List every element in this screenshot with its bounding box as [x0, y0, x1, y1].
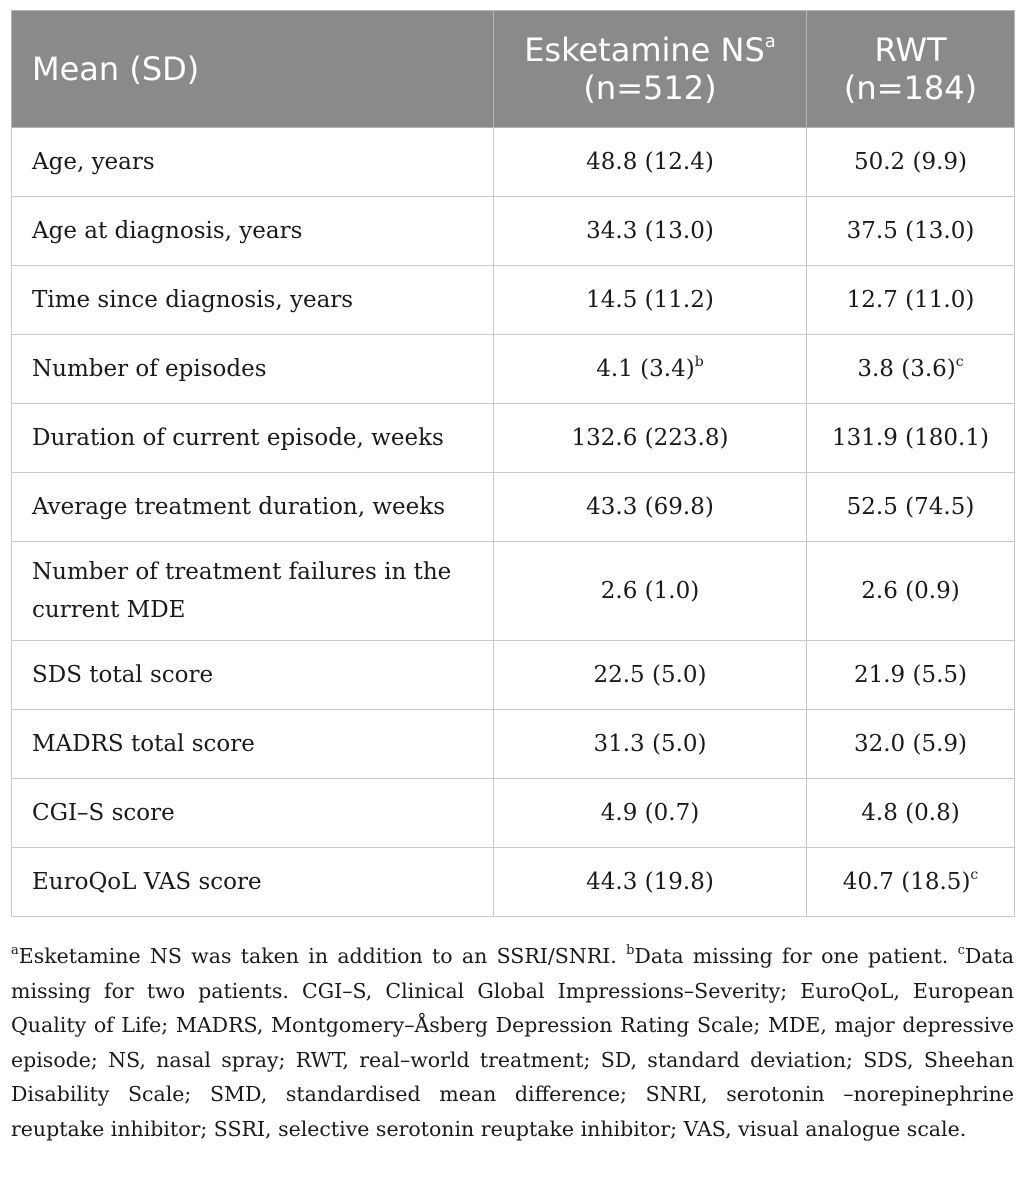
rwt-value-text: 37.5 (13.0)	[846, 218, 975, 244]
esketamine-value	[494, 335, 807, 404]
esketamine-value	[494, 197, 807, 266]
row-label-line2: current MDE	[32, 597, 186, 623]
rwt-value	[807, 128, 1015, 197]
row-label	[12, 542, 494, 641]
esketamine-value	[494, 641, 807, 710]
esketamine-value	[494, 473, 807, 542]
rwt-value-text: 50.2 (9.9)	[853, 149, 968, 175]
rwt-value	[807, 641, 1015, 710]
table-row	[12, 128, 1015, 197]
footnote-sup-b: b	[626, 943, 635, 958]
rwt-value-text: 4.8 (0.8)	[861, 800, 960, 826]
footnote-text-c: Data missing for two patients. CGI–S, Clinical Global Impressions–Severity; EuroQoL, European Quality of Life; MADRS, Montgomery–Åsberg Depression Rating Scale; MDE, major depressive episode; NS, nasal spray; RWT, real–world treatment; SD, standard deviation; SDS, Sheehan Disability Scale; SMD, standardised mean difference; SNRI, serotonin –norepinephrine reuptake inhibitor; SSRI, selective serotonin reuptake inhibitor; VAS, visual analogue scale.	[11, 944, 1014, 1141]
footnote-sup-a: a	[11, 943, 19, 958]
header-esketamine-sup: a	[764, 31, 776, 52]
footnote-marker-b: b	[694, 354, 704, 370]
rwt-value	[807, 197, 1015, 266]
rwt-value-text: 12.7 (11.0)	[846, 287, 975, 313]
header-mean-sd	[12, 11, 494, 128]
rwt-value	[807, 404, 1015, 473]
esketamine-value-text: 34.3 (13.0)	[586, 218, 714, 244]
table-row	[12, 641, 1015, 710]
esketamine-value	[494, 848, 807, 917]
header-row	[12, 11, 1015, 128]
esketamine-value	[494, 779, 807, 848]
rwt-value-text: 52.5 (74.5)	[846, 494, 975, 520]
row-label: Average treatment duration, weeks	[12, 473, 494, 542]
esketamine-value-text: 48.8 (12.4)	[586, 149, 714, 175]
row-label: Duration of current episode, weeks	[12, 404, 494, 473]
table-row	[12, 473, 1015, 542]
esketamine-value	[494, 542, 807, 641]
row-label: Age, years	[12, 128, 494, 197]
esketamine-value	[494, 128, 807, 197]
footnote-sup-c: c	[957, 943, 965, 958]
table-row	[12, 710, 1015, 779]
esketamine-value	[494, 266, 807, 335]
esketamine-value-text: 43.3 (69.8)	[586, 494, 714, 520]
rwt-value-text: 21.9 (5.5)	[853, 662, 968, 688]
rwt-value	[807, 848, 1015, 917]
header-esketamine	[494, 11, 807, 128]
table-row	[12, 404, 1015, 473]
esketamine-value-text: 44.3 (19.8)	[586, 869, 714, 895]
footnote-text-b: Data missing for one patient.	[634, 944, 958, 968]
table-body	[12, 128, 1015, 917]
table-row	[12, 779, 1015, 848]
header-esketamine-line2: (n=512)	[583, 69, 717, 107]
rwt-value-text: 40.7 (18.5)	[842, 869, 971, 895]
row-label-line1: Number of treatment failures in the	[32, 559, 452, 585]
footnote-marker-c: c	[970, 867, 979, 883]
rwt-value	[807, 710, 1015, 779]
header-esketamine-line1: Esketamine NS	[524, 31, 765, 69]
table-footnote	[11, 939, 1014, 1146]
rwt-value-text: 131.9 (180.1)	[832, 425, 989, 451]
esketamine-value	[494, 710, 807, 779]
row-label: EuroQoL VAS score	[12, 848, 494, 917]
header-rwt	[807, 11, 1015, 128]
rwt-value-text: 32.0 (5.9)	[853, 731, 968, 757]
esketamine-value-text: 31.3 (5.0)	[593, 731, 707, 757]
footnote-text-a: Esketamine NS was taken in addition to an SSRI/SNRI.	[18, 944, 627, 968]
esketamine-value-text: 22.5 (5.0)	[593, 662, 707, 688]
table-row	[12, 542, 1015, 641]
table-row	[12, 266, 1015, 335]
rwt-value	[807, 473, 1015, 542]
table-row	[12, 335, 1015, 404]
row-label: Number of episodes	[12, 335, 494, 404]
rwt-value	[807, 779, 1015, 848]
rwt-value-text: 2.6 (0.9)	[861, 578, 960, 604]
rwt-value	[807, 542, 1015, 641]
table-row	[12, 848, 1015, 917]
row-label: SDS total score	[12, 641, 494, 710]
esketamine-value-text: 4.9 (0.7)	[600, 800, 700, 826]
header-rwt-line1: RWT	[874, 31, 947, 69]
esketamine-value-text: 132.6 (223.8)	[571, 425, 729, 451]
esketamine-value	[494, 404, 807, 473]
esketamine-value-text: 4.1 (3.4)	[596, 356, 695, 382]
header-mean-sd-text: Mean (SD)	[32, 50, 200, 88]
rwt-value-text: 3.8 (3.6)	[857, 356, 956, 382]
row-label: CGI–S score	[12, 779, 494, 848]
row-label: Age at diagnosis, years	[12, 197, 494, 266]
table-header	[12, 11, 1015, 128]
baseline-characteristics-table-wrap	[11, 10, 1014, 917]
row-label: MADRS total score	[12, 710, 494, 779]
rwt-value	[807, 266, 1015, 335]
rwt-value	[807, 335, 1015, 404]
footnote-marker-c: c	[955, 354, 964, 370]
baseline-characteristics-table	[11, 10, 1015, 917]
table-row	[12, 197, 1015, 266]
esketamine-value-text: 14.5 (11.2)	[586, 287, 714, 313]
header-rwt-line2: (n=184)	[843, 69, 978, 107]
esketamine-value-text: 2.6 (1.0)	[600, 578, 700, 604]
row-label: Time since diagnosis, years	[12, 266, 494, 335]
